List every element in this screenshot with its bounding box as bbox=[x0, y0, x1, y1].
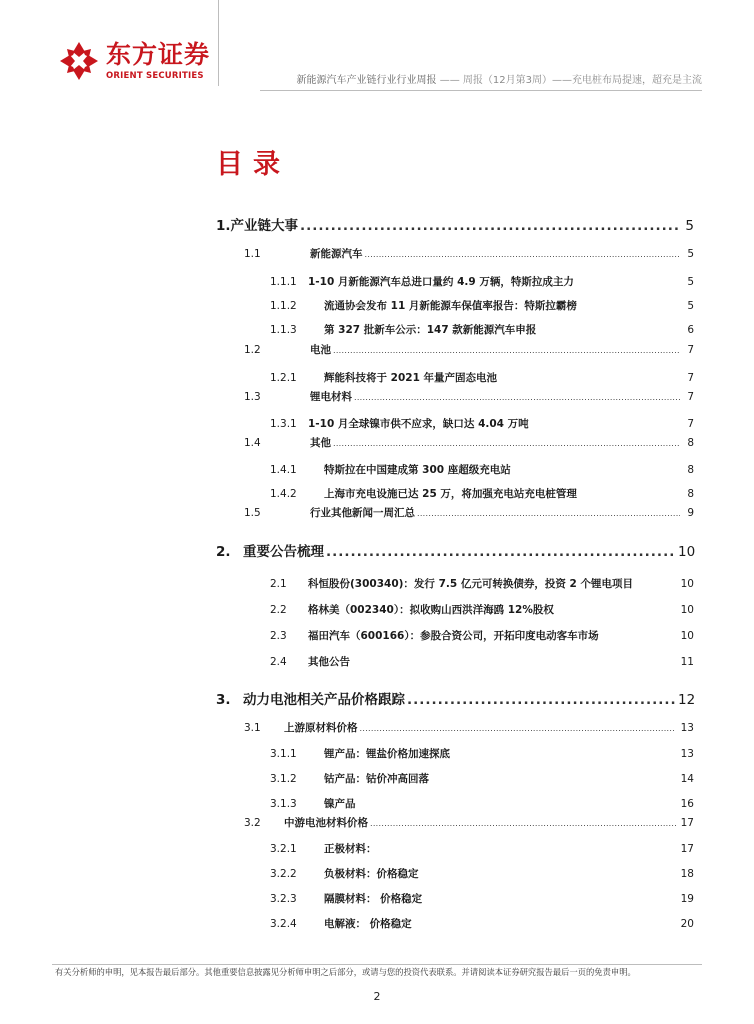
toc-entry-label: 特斯拉在中国建成第 300 座超级充电站 bbox=[324, 464, 511, 476]
toc-entry-number: 3.2 bbox=[244, 817, 261, 829]
toc-entry-page: 5 bbox=[687, 248, 694, 260]
toc-entry-page: 5 bbox=[685, 218, 694, 234]
toc-entry-number: 2.4 bbox=[270, 656, 287, 668]
toc-entry-page: 11 bbox=[680, 656, 694, 668]
toc-entry[interactable] bbox=[270, 274, 694, 289]
toc-entry[interactable] bbox=[270, 628, 694, 643]
report-subtitle: —— 周报（12月第3周）——充电桩布局提速，超充是主流 bbox=[436, 75, 702, 86]
toc-entry-label: 锂电材料 bbox=[310, 391, 352, 403]
toc-entry-page: 13 bbox=[680, 748, 694, 760]
toc-entry-label: 行业其他新闻一周汇总 bbox=[310, 507, 415, 519]
footer-divider bbox=[52, 964, 702, 965]
toc-entry-page: 8 bbox=[687, 488, 694, 500]
toc-entry-number: 2.1 bbox=[270, 578, 287, 590]
toc-entry-number: 1.2.1 bbox=[270, 372, 297, 384]
orient-securities-logo-icon bbox=[58, 40, 100, 82]
toc-entry-page: 17 bbox=[680, 817, 694, 829]
toc-entry-number: 1.4.2 bbox=[270, 488, 297, 500]
toc-leader bbox=[333, 344, 680, 356]
toc-entry[interactable] bbox=[270, 891, 694, 906]
toc-entry-page: 7 bbox=[687, 372, 694, 384]
toc-entry-label: 福田汽车（600166）：参股合资公司，开拓印度电动客车市场 bbox=[308, 630, 599, 642]
toc-entry-page: 9 bbox=[687, 507, 694, 519]
toc-entry-label: 其他 bbox=[310, 437, 331, 449]
toc-entry[interactable] bbox=[270, 771, 694, 786]
toc-entry-number: 1.4.1 bbox=[270, 464, 297, 476]
toc-entry-label: 1-10 月新能源汽车总进口量约 4.9 万辆，特斯拉成主力 bbox=[308, 276, 574, 288]
toc-entry-number: 2.2 bbox=[270, 604, 287, 616]
toc-entry[interactable] bbox=[244, 720, 694, 735]
toc-entry-number: 3. bbox=[216, 692, 231, 708]
toc-entry[interactable] bbox=[270, 298, 694, 313]
footer-disclaimer: 有关分析师的申明，见本报告最后部分。其他重要信息披露见分析师申明之后部分，或请与您的投资代表联系。并请阅读本证券研究报告最后一页的免责申明。 bbox=[55, 967, 636, 977]
toc-entry-label: 格林美（002340）：拟收购山西洪洋海鸥 12%股权 bbox=[308, 604, 554, 616]
toc-entry-number: 3.1.2 bbox=[270, 773, 297, 785]
toc-entry-label: 上游原材料价格 bbox=[284, 722, 358, 734]
toc-entry-number: 3.1.1 bbox=[270, 748, 297, 760]
toc-entry[interactable] bbox=[270, 416, 694, 431]
toc-entry[interactable] bbox=[270, 462, 694, 477]
toc-entry-number: 1. bbox=[216, 218, 231, 234]
toc-entry-label: 镍产品 bbox=[324, 798, 356, 810]
toc-entry[interactable] bbox=[270, 916, 694, 931]
header-divider bbox=[260, 90, 702, 91]
toc-entry-number: 3.2.4 bbox=[270, 918, 297, 930]
toc-entry[interactable] bbox=[270, 841, 694, 856]
toc-entry-number: 1.1.3 bbox=[270, 324, 297, 336]
toc-entry-page: 8 bbox=[687, 464, 694, 476]
toc-leader bbox=[354, 391, 680, 403]
toc-leader bbox=[407, 692, 676, 708]
toc-entry-page: 7 bbox=[687, 344, 694, 356]
toc-entry-number: 1.1.2 bbox=[270, 300, 297, 312]
toc-entry-number: 3.2.1 bbox=[270, 843, 297, 855]
toc-entry-label: 1-10 月全球镍市供不应求，缺口达 4.04 万吨 bbox=[308, 418, 529, 430]
toc-entry-page: 12 bbox=[678, 692, 696, 708]
toc-entry-label: 隔膜材料： 价格稳定 bbox=[324, 893, 423, 905]
toc-entry-page: 13 bbox=[680, 722, 694, 734]
report-header-subtitle bbox=[297, 74, 702, 88]
toc-leader bbox=[326, 544, 676, 560]
toc-entry-page: 17 bbox=[680, 843, 694, 855]
toc-entry-number: 3.1 bbox=[244, 722, 261, 734]
toc-entry-page: 10 bbox=[680, 578, 694, 590]
toc-entry-page: 5 bbox=[687, 300, 694, 312]
toc-entry-page: 10 bbox=[680, 604, 694, 616]
page-number: 2 bbox=[373, 990, 381, 1003]
toc-entry[interactable] bbox=[270, 486, 694, 501]
toc-entry-label: 上海市充电设施已达 25 万，将加强充电站充电桩管理 bbox=[324, 488, 577, 500]
toc-leader bbox=[360, 722, 677, 734]
toc-entry-page: 10 bbox=[678, 544, 696, 560]
header-vertical-divider bbox=[218, 0, 219, 86]
toc-entry-label: 其他公告 bbox=[308, 656, 350, 668]
toc-entry-number: 3.2.3 bbox=[270, 893, 297, 905]
toc-entry-page: 8 bbox=[687, 437, 694, 449]
toc-entry-page: 14 bbox=[680, 773, 694, 785]
toc-entry-number: 2. bbox=[216, 544, 231, 560]
toc-entry[interactable] bbox=[244, 246, 694, 261]
toc-entry[interactable] bbox=[216, 688, 694, 708]
toc-entry-number: 1.3 bbox=[244, 391, 261, 403]
toc-entry-page: 7 bbox=[687, 391, 694, 403]
toc-leader bbox=[370, 817, 676, 829]
toc-entry-label: 产业链大事 bbox=[230, 218, 299, 234]
toc-leader bbox=[333, 437, 680, 449]
toc-title: 目录 bbox=[216, 149, 290, 180]
toc-entry[interactable] bbox=[216, 540, 694, 560]
toc-entry-label: 流通协会发布 11 月新能源车保值率报告：特斯拉霸榜 bbox=[324, 300, 577, 312]
toc-entry-number: 2.3 bbox=[270, 630, 287, 642]
toc-entry[interactable] bbox=[270, 602, 694, 617]
toc-entry-number: 1.4 bbox=[244, 437, 261, 449]
toc-entry-label: 正极材料： bbox=[324, 843, 377, 855]
toc-entry[interactable] bbox=[270, 322, 694, 337]
toc-entry-page: 10 bbox=[680, 630, 694, 642]
report-category: 新能源汽车产业链行业行业周报 bbox=[296, 75, 437, 86]
toc-entry[interactable] bbox=[270, 746, 694, 761]
toc-entry-number: 1.3.1 bbox=[270, 418, 297, 430]
toc-entry[interactable] bbox=[270, 866, 694, 881]
toc-entry[interactable] bbox=[244, 435, 694, 450]
toc-entry-number: 3.1.3 bbox=[270, 798, 297, 810]
toc-entry-label: 电解液： 价格稳定 bbox=[324, 918, 412, 930]
toc-entry-label: 锂产品：锂盐价格加速探底 bbox=[324, 748, 450, 760]
toc-entry-number: 1.2 bbox=[244, 344, 261, 356]
toc-entry-page: 19 bbox=[680, 893, 694, 905]
toc-entry-label: 第 327 批新车公示：147 款新能源汽车申报 bbox=[324, 324, 537, 336]
toc-entry[interactable] bbox=[244, 815, 694, 830]
toc-entry-number: 1.1.1 bbox=[270, 276, 297, 288]
toc-entry-label: 动力电池相关产品价格跟踪 bbox=[243, 692, 405, 708]
brand-name-en: ORIENT SECURITIES bbox=[106, 71, 204, 81]
toc-entry-label: 辉能科技将于 2021 年量产固态电池 bbox=[324, 372, 498, 384]
toc-entry-label: 新能源汽车 bbox=[310, 248, 363, 260]
toc-entry[interactable] bbox=[270, 370, 694, 385]
toc-entry-number: 1.1 bbox=[244, 248, 261, 260]
toc-leader bbox=[300, 218, 678, 234]
toc-entry[interactable] bbox=[270, 654, 694, 669]
toc-entry[interactable] bbox=[270, 796, 694, 811]
toc-entry-label: 负极材料：价格稳定 bbox=[324, 868, 419, 880]
toc-entry[interactable] bbox=[244, 505, 694, 520]
toc-entry-label: 钴产品：钴价冲高回落 bbox=[324, 773, 429, 785]
toc-entry[interactable] bbox=[244, 342, 694, 357]
brand-name-cn: 东方证券 bbox=[106, 40, 211, 69]
toc-entry-page: 16 bbox=[680, 798, 694, 810]
toc-entry[interactable] bbox=[216, 214, 694, 234]
toc-entry-label: 科恒股份(300340)：发行 7.5 亿元可转换债券，投资 2 个锂电项目 bbox=[308, 578, 633, 590]
toc-entry[interactable] bbox=[270, 576, 694, 591]
toc-entry-number: 1.5 bbox=[244, 507, 261, 519]
toc-entry-label: 电池 bbox=[310, 344, 331, 356]
toc-entry-label: 重要公告梳理 bbox=[243, 544, 324, 560]
toc-entry-page: 20 bbox=[680, 918, 694, 930]
toc-entry-page: 7 bbox=[687, 418, 694, 430]
toc-leader bbox=[365, 248, 681, 260]
toc-entry-page: 18 bbox=[680, 868, 694, 880]
toc-entry-page: 5 bbox=[687, 276, 694, 288]
toc-entry[interactable] bbox=[244, 389, 694, 404]
toc-leader bbox=[417, 507, 680, 519]
toc-entry-number: 3.2.2 bbox=[270, 868, 297, 880]
toc-entry-page: 6 bbox=[687, 324, 694, 336]
toc-entry-label: 中游电池材料价格 bbox=[284, 817, 368, 829]
